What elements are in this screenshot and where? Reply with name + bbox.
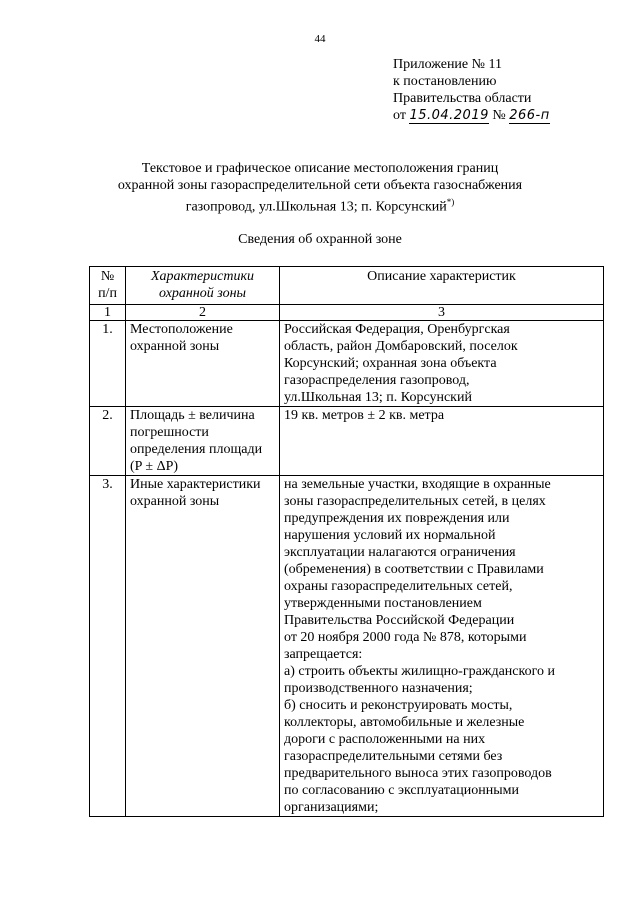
date-underline bbox=[409, 109, 488, 124]
date-prefix: от bbox=[393, 108, 406, 123]
header-num-line: № bbox=[100, 269, 115, 284]
description-line: эксплуатации налагаются ограничения bbox=[284, 545, 516, 560]
header-characteristics bbox=[126, 267, 280, 305]
header-desc-line: Описание характеристик bbox=[367, 269, 516, 284]
description-line: утвержденными постановлением bbox=[284, 596, 482, 611]
description-line: от 20 ноября 2000 года № 878, которыми bbox=[284, 630, 527, 645]
handwritten-date: 15.04.2019 bbox=[409, 108, 489, 123]
description-line: б) сносить и реконструировать мосты, bbox=[284, 698, 513, 713]
characteristic-line: Площадь ± величина bbox=[130, 408, 255, 423]
description-line: дороги с расположенными на них bbox=[284, 732, 486, 747]
number-underline bbox=[509, 109, 550, 124]
characteristic-line: охранной зоны bbox=[130, 339, 220, 354]
description-line: 19 кв. метров ± 2 кв. метра bbox=[284, 408, 445, 423]
title-line-3 bbox=[100, 194, 540, 216]
footnote-mark: *) bbox=[446, 197, 455, 207]
row-characteristic bbox=[126, 407, 280, 476]
header-char-line: Характеристики bbox=[150, 269, 255, 284]
row-number: 2. bbox=[90, 407, 126, 476]
row-description bbox=[280, 407, 604, 476]
description-line: предварительного выноса этих газопроводов bbox=[284, 766, 552, 781]
description-line: Российская Федерация, Оренбургская bbox=[284, 322, 510, 337]
description-line: (обременения) в соответствии с Правилами bbox=[284, 562, 544, 577]
appendix-authority: Правительства области bbox=[393, 91, 532, 106]
description-line: зоны газораспределительных сетей, в целях bbox=[284, 494, 546, 509]
description-line: предупреждения их повреждения или bbox=[284, 511, 510, 526]
column-number: 3 bbox=[280, 305, 604, 321]
header-description bbox=[280, 267, 604, 305]
column-number: 2 bbox=[126, 305, 280, 321]
row-characteristic bbox=[126, 476, 280, 817]
row-number: 1. bbox=[90, 321, 126, 407]
description-line: организациями; bbox=[284, 800, 379, 815]
characteristic-line: охранной зоны bbox=[130, 494, 220, 509]
column-number-row bbox=[90, 305, 604, 321]
description-line: ул.Школьная 13; п. Корсунский bbox=[284, 390, 472, 405]
description-line: газораспределения газопровод, bbox=[284, 373, 470, 388]
header-num bbox=[90, 267, 126, 305]
number-sign: № bbox=[492, 108, 506, 123]
characteristic-line: Местоположение bbox=[130, 322, 233, 337]
row-description bbox=[280, 321, 604, 407]
table-row bbox=[90, 407, 604, 476]
characteristic-line: определения площади bbox=[130, 442, 263, 457]
appendix-date-line bbox=[393, 107, 550, 124]
characteristic-line: Иные характеристики bbox=[130, 477, 261, 492]
description-line: а) строить объекты жилищно-гражданского и bbox=[284, 664, 555, 679]
appendix-ref-line: к постановлению bbox=[393, 74, 497, 89]
description-line: производственного назначения; bbox=[284, 681, 473, 696]
description-line: запрещается: bbox=[284, 647, 363, 662]
description-line: Корсунский; охранная зона объекта bbox=[284, 356, 497, 371]
appendix-title: Приложение № 11 bbox=[393, 57, 502, 72]
appendix-block bbox=[393, 56, 550, 124]
characteristic-line: погрешности bbox=[130, 425, 209, 440]
description-line: коллекторы, автомобильные и железные bbox=[284, 715, 525, 730]
row-characteristic bbox=[126, 321, 280, 407]
handwritten-number: 266-п bbox=[509, 108, 550, 123]
description-line: область, район Домбаровский, поселок bbox=[284, 339, 518, 354]
column-number: 1 bbox=[90, 305, 126, 321]
row-description bbox=[280, 476, 604, 817]
section-subtitle: Сведения об охранной зоне bbox=[238, 232, 402, 247]
title-line-1: Текстовое и графическое описание местоположения границ bbox=[141, 161, 499, 176]
description-line: охраны газораспределительных сетей, bbox=[284, 579, 513, 594]
header-char-line: охранной зоны bbox=[158, 286, 247, 301]
table-header-row bbox=[90, 267, 604, 305]
page-number: 44 bbox=[314, 33, 326, 45]
description-line: по согласованию с эксплуатационными bbox=[284, 783, 519, 798]
description-line: газораспределительными сетями без bbox=[284, 749, 503, 764]
title-line-2: охранной зоны газораспределительной сети объекта газоснабжения bbox=[117, 178, 523, 193]
table-row bbox=[90, 321, 604, 407]
header-num-line: п/п bbox=[98, 286, 117, 301]
table-row bbox=[90, 476, 604, 817]
description-line: на земельные участки, входящие в охранные bbox=[284, 477, 551, 492]
title-line-3-text: газопровод, ул.Школьная 13; п. Корсунский bbox=[185, 199, 447, 215]
zone-info-table bbox=[89, 266, 604, 817]
characteristic-line: (P ± ΔP) bbox=[130, 459, 179, 474]
description-line: нарушения условий их нормальной bbox=[284, 528, 496, 543]
document-title bbox=[100, 160, 540, 216]
description-line: Правительства Российской Федерации bbox=[284, 613, 515, 628]
row-number: 3. bbox=[90, 476, 126, 817]
